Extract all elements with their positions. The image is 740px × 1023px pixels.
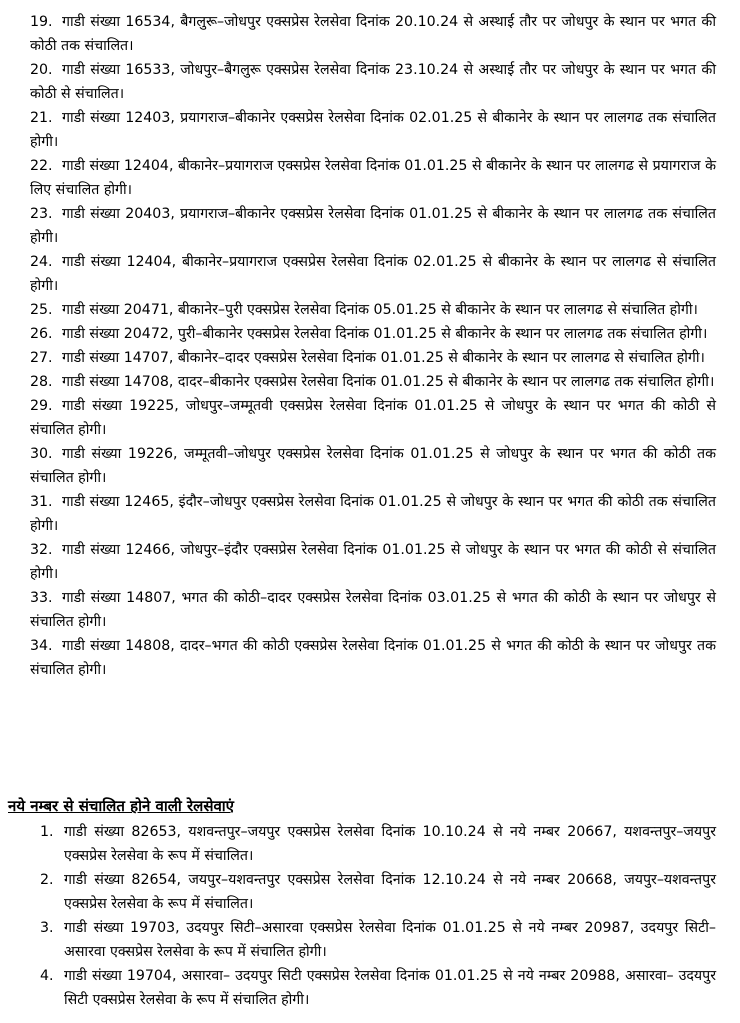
item-text: गाडी संख्या 12403, प्रयागराज–बीकानेर एक्सप्रेस रेलसेवा दिनांक 02.01.25 से बीकानेर के स्थान पर लालगढ तक संचालित होगी। [30, 110, 716, 150]
item-number: 34. [30, 638, 53, 654]
item-number: 25. [30, 302, 53, 318]
list-item [0, 586, 740, 634]
item-text: गाडी संख्या 16534, बैगलुरू–जोधपुर एक्सप्रेस रेलसेवा दिनांक 20.10.24 से अस्थाई तौर पर जोधपुर के स्थान पर भगत की कोठी तक संचालित। [30, 14, 716, 54]
item-text: गाडी संख्या 19704, असारवा– उदयपुर सिटी एक्सप्रेस रेलसेवा दिनांक 01.01.25 से नये नम्बर 20988, असारवा– उदयपुर सिटी एक्सप्रेस रेलसेवा के रूप में संचालित होगी। [64, 968, 716, 1008]
item-number: 1. [40, 824, 54, 840]
item-text: गाडी संख्या 14808, दादर–भगत की कोठी एक्सप्रेस रेलसेवा दिनांक 01.01.25 से भगत की कोठी के स्थान पर जोधपुर तक संचालित होगी। [30, 638, 716, 678]
list-item [0, 634, 740, 682]
item-number: 31. [30, 494, 53, 510]
item-number: 28. [30, 374, 53, 390]
item-text: गाडी संख्या 14807, भगत की कोठी–दादर एक्सप्रेस रेलसेवा दिनांक 03.01.25 से भगत की कोठी के स्थान पर जोधपुर से संचालित होगी। [30, 590, 716, 630]
item-number: 24. [30, 254, 53, 270]
list-item [0, 58, 740, 106]
list-item [0, 394, 740, 442]
list-item [0, 346, 740, 370]
item-text: गाडी संख्या 16533, जोधपुर–बैगलुरू एक्सप्रेस रेलसेवा दिनांक 23.10.24 से अस्थाई तौर पर जोधपुर के स्थान पर भगत की कोठी से संचालित। [30, 62, 716, 102]
item-number: 22. [30, 158, 53, 174]
item-text: गाडी संख्या 20403, प्रयागराज–बीकानेर एक्सप्रेस रेलसेवा दिनांक 01.01.25 से बीकानेर के स्थान पर लालगढ तक संचालित होगी। [30, 206, 716, 246]
item-number: 26. [30, 326, 53, 342]
item-number: 4. [40, 968, 54, 984]
item-text: गाडी संख्या 14707, बीकानेर–दादर एक्सप्रेस रेलसेवा दिनांक 01.01.25 से बीकानेर के स्थान पर लालगढ से संचालित होगी। [62, 350, 705, 366]
item-number: 20. [30, 62, 53, 78]
list-item [0, 490, 740, 538]
list-item [0, 442, 740, 490]
item-text: गाडी संख्या 20471, बीकानेर–पुरी एक्सप्रेस रेलसेवा दिनांक 05.01.25 से बीकानेर के स्थान पर लालगढ से संचालित होगी। [62, 302, 698, 318]
item-text: गाडी संख्या 19226, जम्मूतवी–जोधपुर एक्सप्रेस रेलसेवा दिनांक 01.01.25 से जोधपुर के स्थान पर भगत की कोठी तक संचालित होगी। [30, 446, 716, 486]
item-text: गाडी संख्या 82654, जयपुर–यशवन्तपुर एक्सप्रेस रेलसेवा दिनांक 12.10.24 से नये नम्बर 20668, जयपुर–यशवन्तपुर एक्सप्रेस रेलसेवा के रूप में संचालित। [64, 872, 716, 912]
item-number: 23. [30, 206, 53, 222]
list-item [0, 154, 740, 202]
item-number: 32. [30, 542, 53, 558]
list-item [0, 10, 740, 58]
item-text: गाडी संख्या 82653, यशवन्तपुर–जयपुर एक्सप्रेस रेलसेवा दिनांक 10.10.24 से नये नम्बर 20667, यशवन्तपुर–जयपुर एक्सप्रेस रेलसेवा के रूप में संचालित। [64, 824, 716, 864]
list-item [0, 298, 740, 322]
list-item [0, 916, 740, 964]
train-changes-list [0, 10, 740, 682]
item-number: 21. [30, 110, 53, 126]
item-text: गाडी संख्या 12404, बीकानेर–प्रयागराज एक्सप्रेस रेलसेवा दिनांक 02.01.25 से बीकानेर के स्थान पर लालगढ से संचालित होगी। [30, 254, 716, 294]
item-number: 19. [30, 14, 53, 30]
item-text: गाडी संख्या 12404, बीकानेर–प्रयागराज एक्सप्रेस रेलसेवा दिनांक 01.01.25 से बीकानेर के स्थान पर लालगढ से प्रयागराज के लिए संचालित होगी। [30, 158, 716, 198]
list-item [0, 106, 740, 154]
list-item [0, 820, 740, 868]
item-number: 3. [40, 920, 54, 936]
list-item [0, 370, 740, 394]
list-item [0, 202, 740, 250]
list-item [0, 250, 740, 298]
item-text: गाडी संख्या 19703, उदयपुर सिटी–असारवा एक्सप्रेस रेलसेवा दिनांक 01.01.25 से नये नम्बर 20987, उदयपुर सिटी–असारवा एक्सप्रेस रेलसेवा के रूप में संचालित होगी। [64, 920, 716, 960]
item-number: 2. [40, 872, 54, 888]
item-text: गाडी संख्या 12466, जोधपुर–इंदौर एक्सप्रेस रेलसेवा दिनांक 01.01.25 से जोधपुर के स्थान पर भगत की कोठी से संचालित होगी। [30, 542, 716, 582]
list-item [0, 964, 740, 1012]
item-text: गाडी संख्या 20472, पुरी–बीकानेर एक्सप्रेस रेलसेवा दिनांक 01.01.25 से बीकानेर के स्थान पर लालगढ तक संचालित होगी। [62, 326, 708, 342]
item-number: 33. [30, 590, 53, 606]
list-item [0, 322, 740, 346]
item-number: 27. [30, 350, 53, 366]
list-item [0, 538, 740, 586]
renumbered-trains-list [0, 820, 740, 1012]
list-item [0, 868, 740, 916]
item-text: गाडी संख्या 14708, दादर–बीकानेर एक्सप्रेस रेलसेवा दिनांक 01.01.25 से बीकानेर के स्थान पर लालगढ तक संचालित होगी। [62, 374, 715, 390]
item-number: 30. [30, 446, 53, 462]
item-text: गाडी संख्या 19225, जोधपुर–जम्मूतवी एक्सप्रेस रेलसेवा दिनांक 01.01.25 से जोधपुर के स्थान पर भगत की कोठी से संचालित होगी। [30, 398, 716, 438]
section-heading: नये नम्बर से संचालित होने वाली रेलसेवाएं [8, 797, 234, 815]
item-text: गाडी संख्या 12465, इंदौर–जोधपुर एक्सप्रेस रेलसेवा दिनांक 01.01.25 से जोधपुर के स्थान पर भगत की कोठी तक संचालित होगी। [30, 494, 716, 534]
item-number: 29. [30, 398, 53, 414]
